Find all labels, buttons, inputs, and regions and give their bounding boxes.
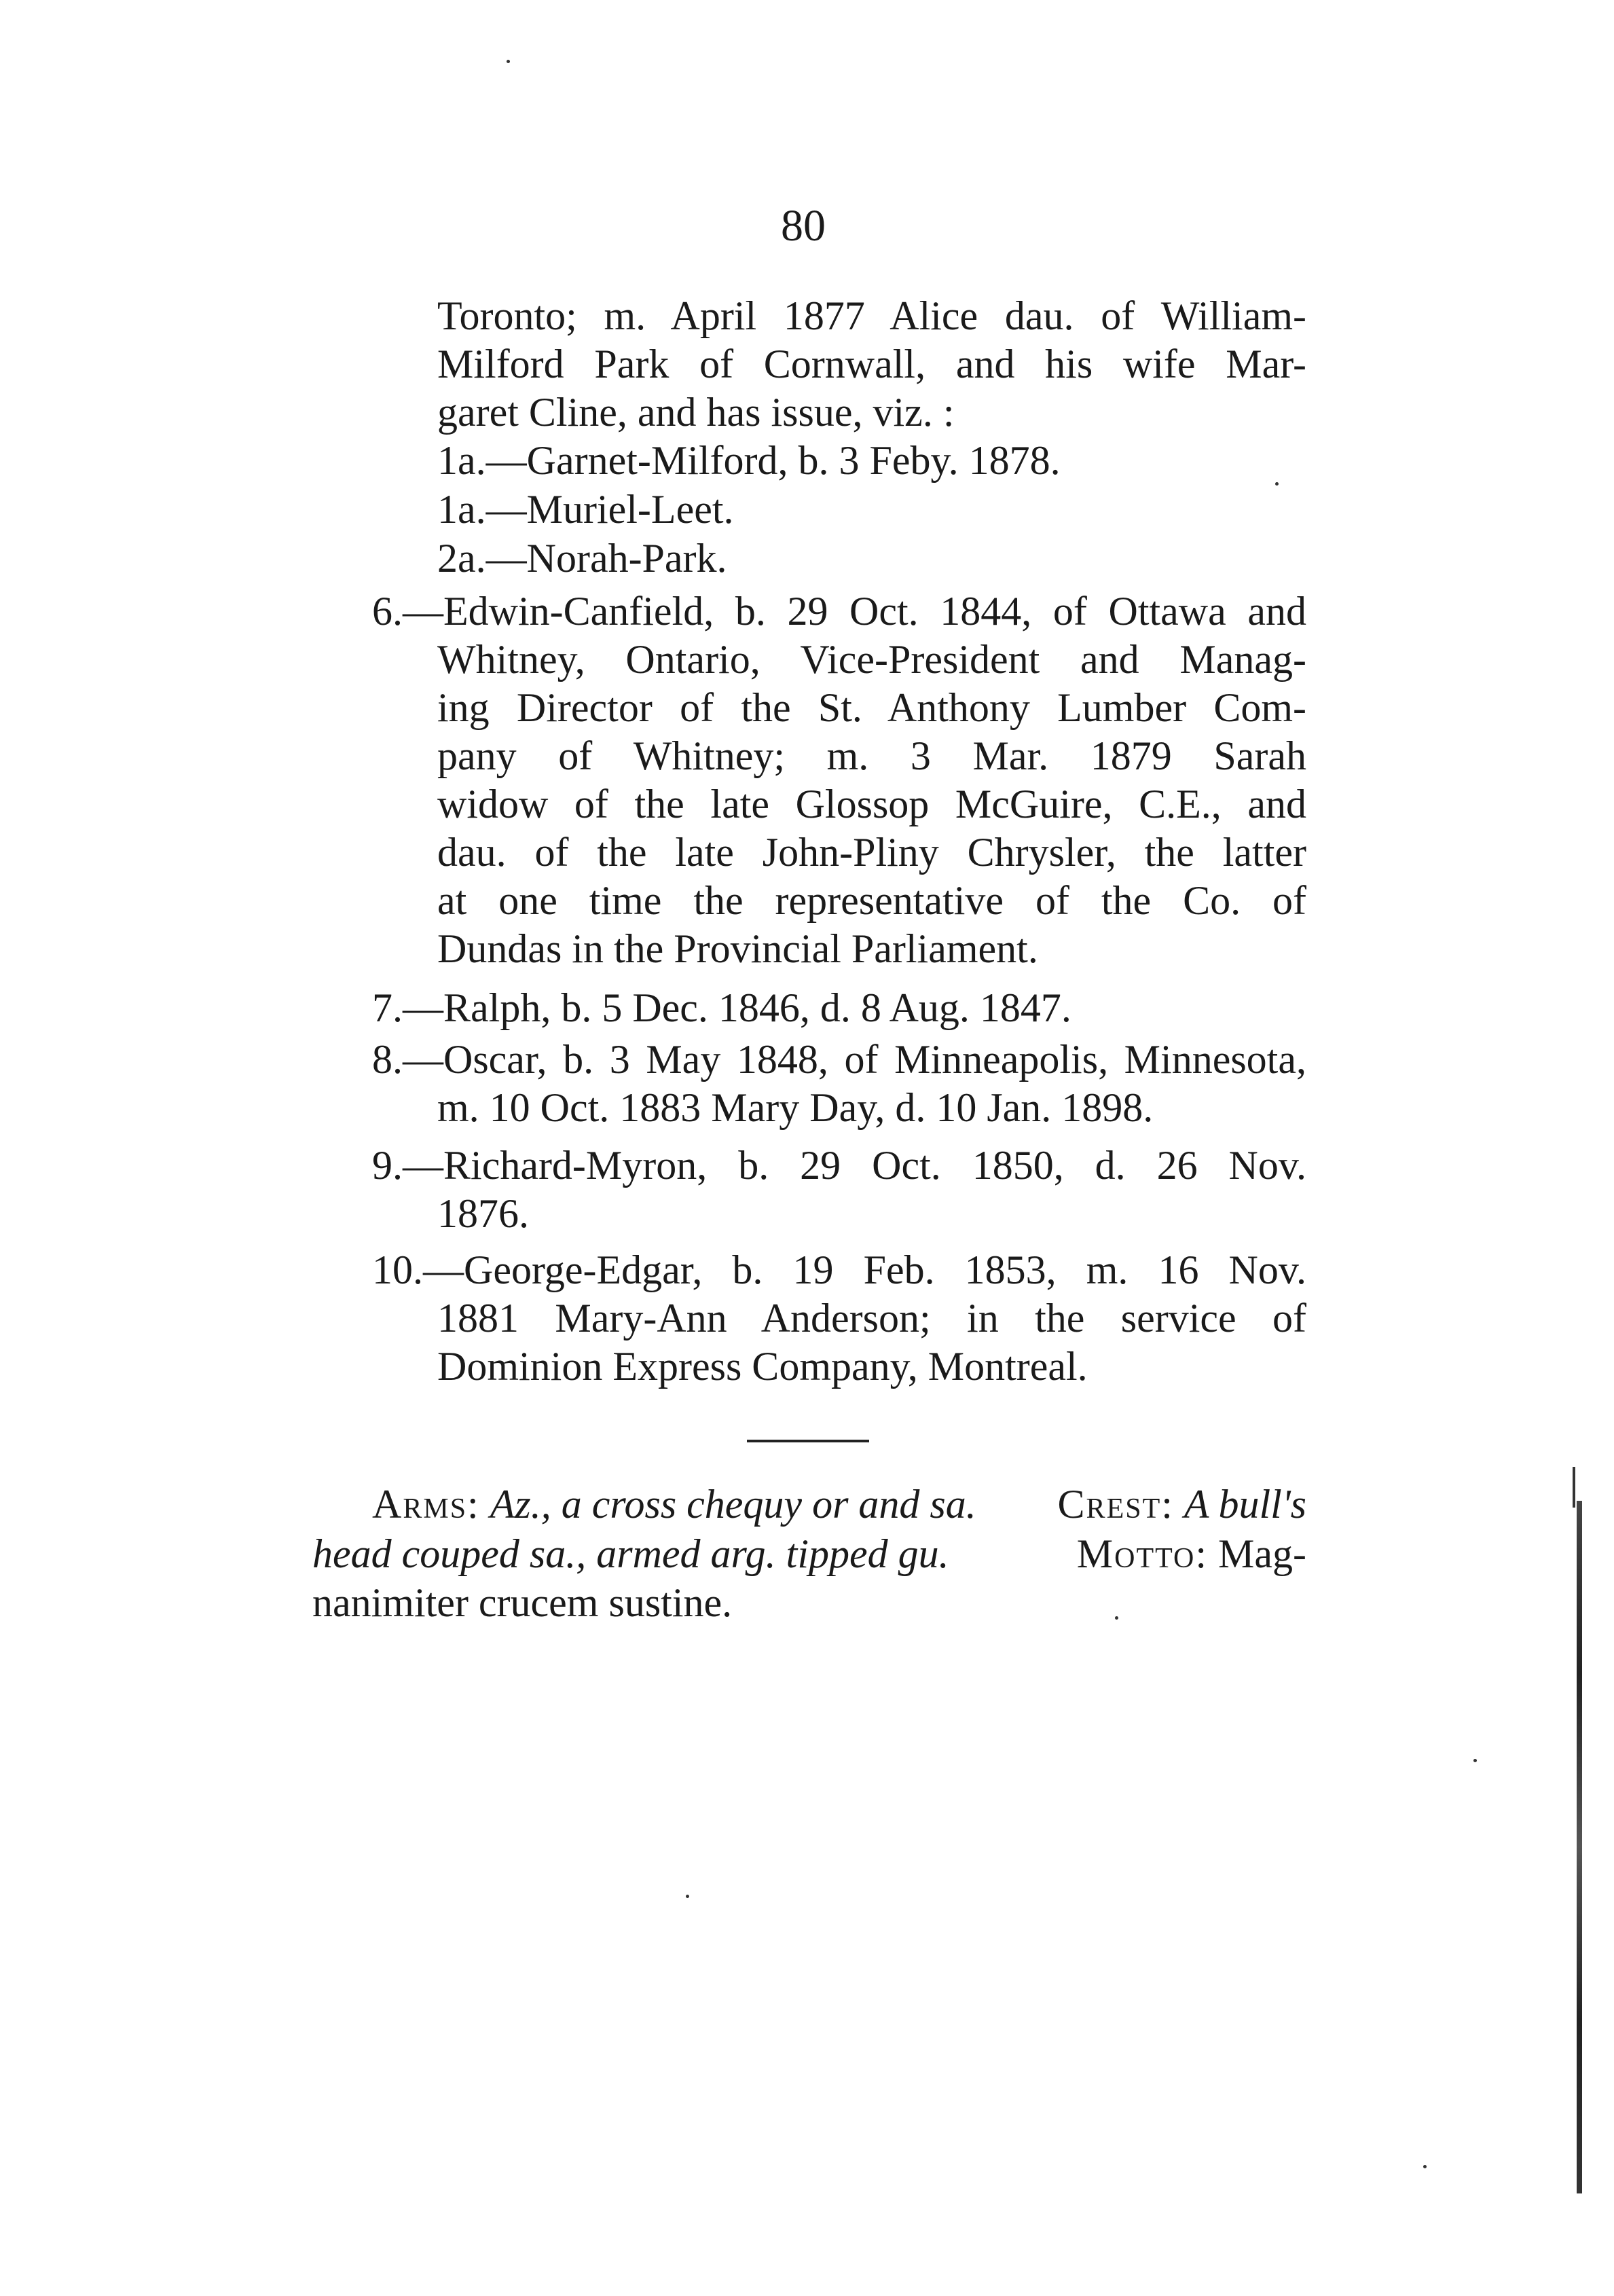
text-line: Dominion Express Company, Montreal. <box>437 1344 1088 1389</box>
text-line: widow of the late Glossop McGuire, C.E., and <box>437 782 1306 826</box>
text-line: pany of Whitney; m. 3 Mar. 1879 Sarah <box>437 733 1306 778</box>
motto-text-end: nanimiter crucem sustine. <box>312 1580 733 1625</box>
motto-label: Motto: <box>1076 1531 1209 1576</box>
motto-text-start: Mag- <box>1218 1531 1306 1576</box>
text-line: Milford Park of Cornwall, and his wife Mar- <box>437 342 1306 386</box>
crest-label: Crest: <box>1057 1482 1174 1527</box>
arms-blazon: Az., a cross chequy or and sa. <box>490 1482 976 1527</box>
text-line: garet Cline, and has issue, viz. : <box>437 390 955 435</box>
text-line: 1a.—Garnet-Milford, b. 3 Feby. 1878. <box>437 438 1061 483</box>
text-line: 8.—Oscar, b. 3 May 1848, of Minneapolis, Minnesota, <box>372 1037 1306 1082</box>
text-line: 1876. <box>437 1191 529 1236</box>
crest-text-end: head couped sa., armed arg. tipped gu. <box>312 1531 949 1576</box>
text-line: 1881 Mary-Ann Anderson; in the service of <box>437 1296 1306 1341</box>
scan-speck <box>1473 1759 1477 1762</box>
text-line: ing Director of the St. Anthony Lumber Com- <box>437 685 1306 730</box>
scan-speck <box>1423 2165 1427 2168</box>
text-line: m. 10 Oct. 1883 Mary Day, d. 10 Jan. 1898. <box>437 1085 1154 1130</box>
scan-speck <box>1115 1616 1118 1620</box>
text-line: Toronto; m. April 1877 Alice dau. of William- <box>437 293 1306 338</box>
crest-text-start: A bull's <box>1184 1482 1306 1527</box>
section-divider <box>747 1440 869 1442</box>
text-line: 6.—Edwin-Canfield, b. 29 Oct. 1844, of Ottawa and <box>372 589 1306 634</box>
page-number: 80 <box>781 201 826 251</box>
text-line: 2a.—Norah-Park. <box>437 536 727 581</box>
text-line: Whitney, Ontario, Vice-President and Manag- <box>437 637 1306 682</box>
scan-edge-mark <box>1573 1467 1575 1508</box>
arms-label: Arms: <box>372 1482 480 1527</box>
scan-edge-bar <box>1577 1501 1582 2193</box>
text-line: dau. of the late John-Pliny Chrysler, the latter <box>437 830 1306 875</box>
arms-line-2 <box>312 1533 1306 1574</box>
text-line: at one time the representative of the Co. of <box>437 878 1306 923</box>
scan-speck <box>686 1895 689 1898</box>
scan-speck <box>507 60 510 63</box>
text-line: 10.—George-Edgar, b. 19 Feb. 1853, m. 16 Nov. <box>372 1247 1306 1292</box>
text-line: 1a.—Muriel-Leet. <box>437 487 734 532</box>
text-line: 9.—Richard-Myron, b. 29 Oct. 1850, d. 26 Nov. <box>372 1143 1306 1188</box>
arms-line-1 <box>372 1484 1306 1525</box>
scan-speck <box>1275 482 1279 486</box>
text-line: Dundas in the Provincial Parliament. <box>437 926 1038 971</box>
text-line: 7.—Ralph, b. 5 Dec. 1846, d. 8 Aug. 1847. <box>372 985 1071 1030</box>
